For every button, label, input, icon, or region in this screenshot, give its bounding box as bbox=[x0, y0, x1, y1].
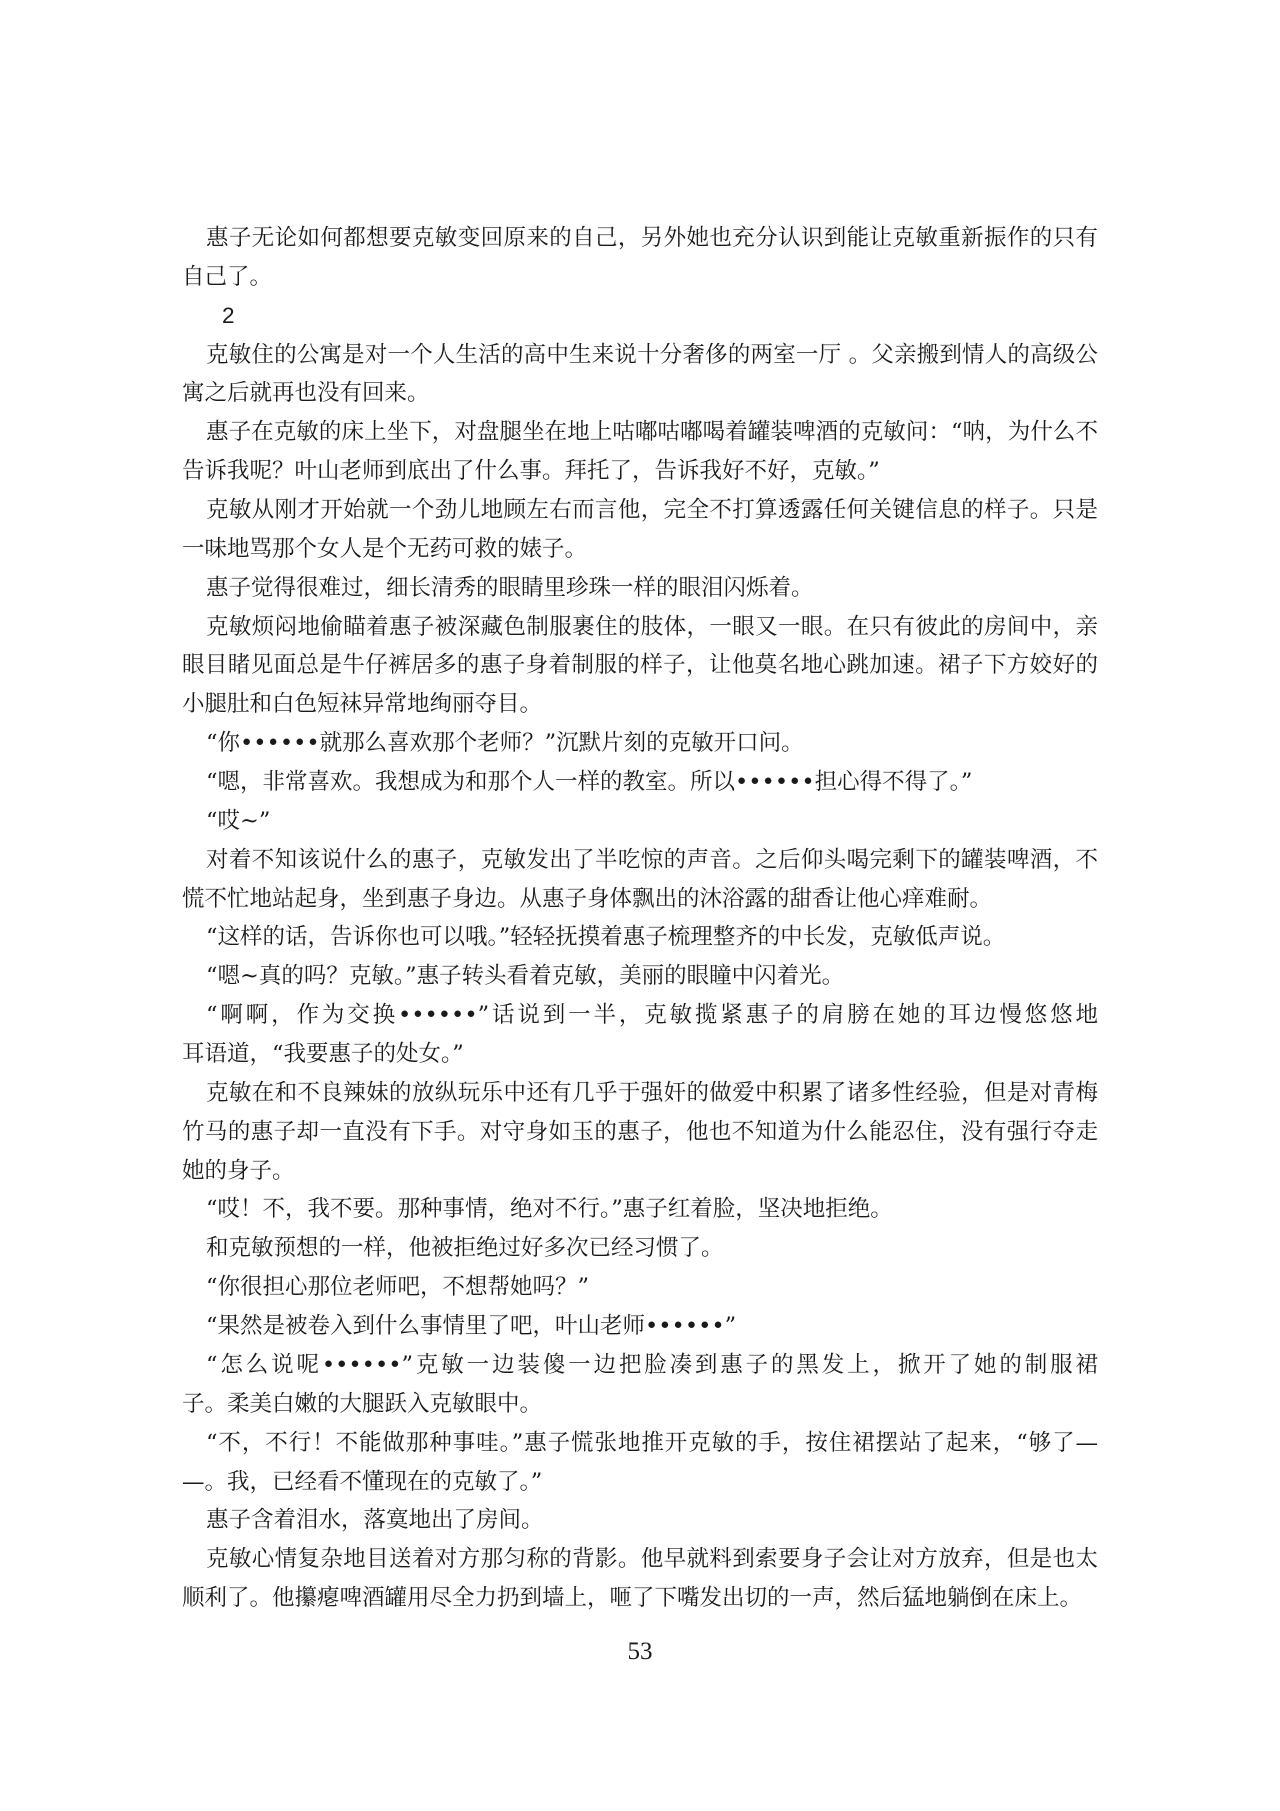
paragraph bbox=[182, 724, 1098, 763]
text-line: 克敏心情复杂地目送着对方那匀称的背影。他早就料到索要身子会让对方放弃，但是也太 bbox=[206, 1546, 1098, 1573]
text-line: —。我，已经看不懂现在的克敏了。” bbox=[182, 1468, 543, 1495]
text-line: 克敏住的公寓是对一个人生活的高中生来说十分奢侈的两室一厅 。父亲搬到情人的高级公 bbox=[206, 341, 1098, 368]
text-line: “你••••••就那么喜欢那个老师？”沉默片刻的克敏开口问。 bbox=[206, 730, 804, 757]
text-line: “啊啊，作为交换••••••”话说到一半，克敏揽紧惠子的肩膀在她的耳边慢悠悠地 bbox=[206, 1002, 1098, 1029]
paragraph bbox=[182, 1346, 1098, 1424]
paragraph bbox=[182, 608, 1098, 725]
text-line: 慌不忙地站起身，坐到惠子身边。从惠子身体飘出的沐浴露的甜香让他心痒难耐。 bbox=[182, 885, 993, 912]
paragraph bbox=[182, 1540, 1098, 1618]
text-line: 小腿肚和白色短袜异常地绚丽夺目。 bbox=[182, 691, 543, 718]
text-line: “嗯，非常喜欢。我想成为和那个人一样的教室。所以••••••担心得不得了。” bbox=[206, 769, 973, 796]
paragraph bbox=[182, 841, 1098, 919]
text-line: “哎！不，我不要。那种事情，绝对不行。”惠子红着脸，坚决地拒绝。 bbox=[206, 1196, 893, 1223]
text-line: “你很担心那位老师吧，不想帮她吗？” bbox=[206, 1274, 590, 1301]
text-line: 寓之后就再也没有回来。 bbox=[182, 380, 430, 407]
section-heading bbox=[182, 297, 1098, 336]
paragraph bbox=[182, 1501, 1098, 1540]
paragraph bbox=[182, 1229, 1098, 1268]
text-line: 克敏烦闷地偷瞄着惠子被深藏色制服裹住的肢体，一眼又一眼。在只有彼此的房间中，亲 bbox=[206, 613, 1098, 640]
text-line: 她的身子。 bbox=[182, 1157, 295, 1184]
text-line: 克敏在和不良辣妹的放纵玩乐中还有几乎于强奸的做爱中积累了诸多性经验，但是对青梅 bbox=[206, 1079, 1098, 1106]
text-line: 子。柔美白嫩的大腿跃入克敏眼中。 bbox=[182, 1390, 543, 1417]
text-line: 顺利了。他攥瘪啤酒罐用尽全力扔到墙上，咂了下嘴发出切的一声，然后猛地躺倒在床上。 bbox=[182, 1585, 1083, 1612]
text-line: 眼目睹见面总是牛仔裤居多的惠子身着制服的样子，让他莫名地心跳加速。裙子下方姣好的 bbox=[182, 652, 1098, 679]
page-body bbox=[182, 219, 1098, 1618]
text-line: “这样的话，告诉你也可以哦。”轻轻抚摸着惠子梳理整齐的中长发，克敏低声说。 bbox=[206, 924, 1006, 951]
paragraph bbox=[182, 763, 1098, 802]
text-line: “怎么说呢••••••”克敏一边装傻一边把脸凑到惠子的黑发上，掀开了她的制服裙 bbox=[206, 1351, 1098, 1378]
text-line: “不，不行！不能做那种事哇。”惠子慌张地推开克敏的手，按住裙摆站了起来，“够了— bbox=[206, 1429, 1098, 1456]
paragraph bbox=[182, 918, 1098, 957]
paragraph bbox=[182, 413, 1098, 491]
paragraph bbox=[182, 569, 1098, 608]
text-line: 惠子含着泪水，落寞地出了房间。 bbox=[206, 1507, 544, 1534]
text-line: 克敏从刚才开始就一个劲儿地顾左右而言他，完全不打算透露任何关键信息的样子。只是 bbox=[206, 497, 1098, 524]
text-line: 告诉我呢？叶山老师到底出了什么事。拜托了，告诉我好不好，克敏。” bbox=[182, 458, 880, 485]
text-line: 对着不知该说什么的惠子，克敏发出了半吃惊的声音。之后仰头喝完剩下的罐装啤酒，不 bbox=[206, 846, 1098, 873]
paragraph bbox=[182, 491, 1098, 569]
paragraph bbox=[182, 1074, 1098, 1191]
paragraph bbox=[182, 996, 1098, 1074]
text-line: 惠子在克敏的床上坐下，对盘腿坐在地上咕嘟咕嘟喝着罐装啤酒的克敏问：“呐，为什么不 bbox=[206, 419, 1098, 446]
text-line: 2 bbox=[222, 302, 235, 328]
paragraph bbox=[182, 1268, 1098, 1307]
text-line: 一味地骂那个女人是个无药可救的婊子。 bbox=[182, 535, 588, 562]
text-line: 耳语道，“我要惠子的处女。” bbox=[182, 1041, 464, 1068]
text-line: “嗯~真的吗？克敏。”惠子转头看着克敏，美丽的眼瞳中闪着光。 bbox=[206, 963, 845, 990]
text-line: 惠子无论如何都想要克敏变回原来的自己，另外她也充分认识到能让克敏重新振作的只有 bbox=[206, 225, 1098, 251]
text-line: 竹马的惠子却一直没有下手。对守身如玉的惠子，他也不知道为什么能忍住，没有强行夺走 bbox=[182, 1118, 1098, 1145]
page-number: 53 bbox=[627, 1638, 653, 1665]
paragraph bbox=[182, 219, 1098, 297]
text-line: “果然是被卷入到什么事情里了吧，叶山老师••••••” bbox=[206, 1313, 737, 1340]
text-line: “哎~” bbox=[206, 807, 271, 834]
text-line: 自己了。 bbox=[182, 263, 273, 290]
paragraph bbox=[182, 1424, 1098, 1502]
paragraph bbox=[182, 802, 1098, 841]
paragraph bbox=[182, 957, 1098, 996]
text-line: 惠子觉得很难过，细长清秀的眼睛里珍珠一样的眼泪闪烁着。 bbox=[206, 574, 814, 601]
paragraph bbox=[182, 1307, 1098, 1346]
paragraph bbox=[182, 336, 1098, 414]
paragraph bbox=[182, 1190, 1098, 1229]
text-line: 和克敏预想的一样，他被拒绝过好多次已经习惯了。 bbox=[206, 1235, 724, 1262]
